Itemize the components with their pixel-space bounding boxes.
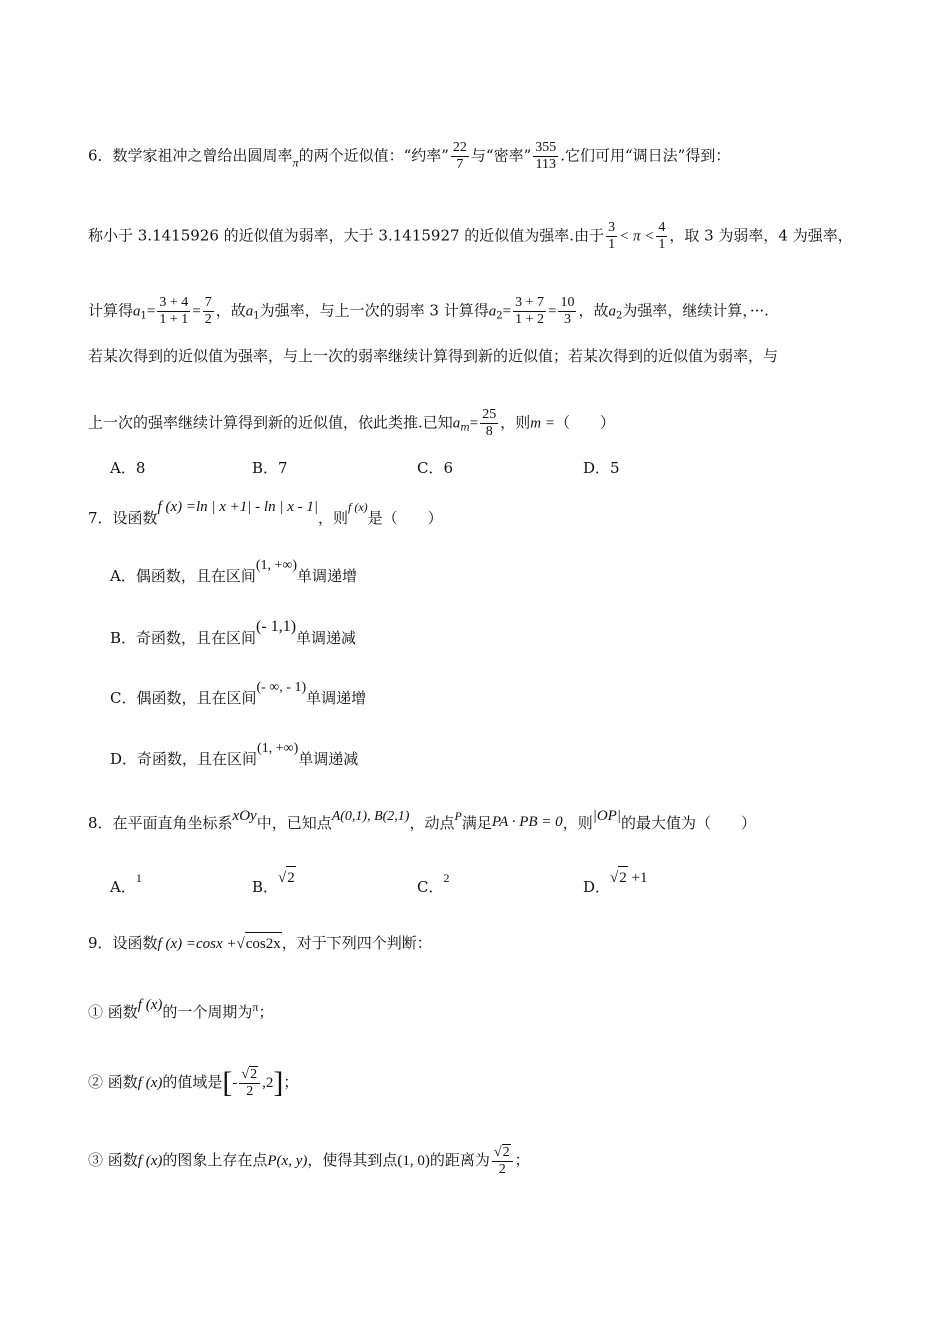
q6-text: 称小于 3.1415926 的近似值为弱率，大于 3.1415927 的近似值为强率.由于 bbox=[88, 226, 605, 245]
q6-text: 若某次得到的近似值为强率，与上一次的弱率继续计算得到新的近似值；若某次得到的近似值为弱率，与 bbox=[88, 347, 779, 365]
fraction-4-1: $\frac{4}{1}$ bbox=[658, 220, 666, 252]
sqrt-radicand: cos2x bbox=[245, 932, 282, 955]
q6-text: 计算得 bbox=[88, 301, 134, 320]
op-length: |OP| bbox=[592, 808, 621, 824]
equals: = bbox=[469, 415, 479, 432]
fraction-10-3: $\frac{10}{3}$ bbox=[560, 295, 575, 327]
q6-text: .它们可用“调日法”得到： bbox=[560, 146, 731, 165]
q9-function-expression: f (x) =cosx + bbox=[157, 936, 237, 952]
q7-text: 7．设函数 bbox=[88, 509, 158, 527]
q6-option-b: B．7 bbox=[252, 459, 288, 477]
q6-text: 的两个近似值：“约率” bbox=[298, 146, 449, 165]
equals: = bbox=[547, 303, 557, 320]
a1-symbol: a bbox=[133, 303, 141, 320]
q7-text: 是（ ） bbox=[367, 509, 443, 527]
points-ab: A(0,1), B(2,1) bbox=[331, 809, 410, 824]
p-symbol: P bbox=[454, 809, 462, 823]
equals: = bbox=[146, 303, 156, 320]
q9-judgement-1: ① 函数f (x)的一个周期为$^\pi$； bbox=[88, 997, 274, 1021]
q9-judgement-3: ③ 函数f (x)的图象上存在点P(x, y)，使得其到点(1, 0)的距离为 $\frac{√2}{2}$ ； bbox=[88, 1145, 530, 1177]
q6-line-2 bbox=[88, 220, 853, 253]
fraction-22-7: $\frac{22}{7}$ bbox=[452, 140, 467, 172]
interval: (1, +∞) bbox=[257, 741, 299, 756]
pi-symbol: π bbox=[292, 155, 299, 170]
a2-subscript: 2 bbox=[615, 310, 623, 322]
point-1-0: (1, 0) bbox=[397, 1153, 430, 1169]
q6-line-1 bbox=[88, 140, 730, 174]
fraction-355-113: $\frac{355}{113}$ bbox=[535, 140, 557, 172]
dot-product-condition: PA · PB = 0 bbox=[491, 814, 563, 830]
q7-option-c: C．偶函数，且在区间(- ∞, - 1)单调递增 bbox=[110, 680, 367, 707]
fx-symbol: f (x) bbox=[348, 500, 368, 514]
point-p: P(x, y) bbox=[267, 1153, 308, 1169]
q8-option-c: C．2 bbox=[417, 871, 450, 896]
fraction-3-1: $\frac{3}{1}$ bbox=[608, 220, 616, 252]
q9-stem: 9．设函数f (x) =cosx +√cos2x，对于下列四个判断： bbox=[88, 932, 432, 955]
q6-line-5 bbox=[88, 407, 615, 440]
fraction-sqrt2-2: $\frac{√2}{2}$ bbox=[492, 1144, 513, 1178]
fx-symbol: f (x) bbox=[137, 1075, 163, 1091]
q7-text: ，则 bbox=[318, 509, 349, 527]
interval: (- ∞, - 1) bbox=[256, 680, 307, 695]
q7-option-b: B．奇函数，且在区间(- 1,1)单调递减 bbox=[110, 618, 357, 647]
equals: = bbox=[502, 303, 512, 320]
interval: (- 1,1) bbox=[256, 618, 297, 635]
fx-symbol: f (x) bbox=[137, 997, 163, 1013]
q8-stem: 8．在平面直角坐标系xOy中，已知点A(0,1), B(2,1)，动点P满足PA · PB = 0，则|OP|的最大值为（ ） bbox=[88, 808, 756, 832]
q7-stem bbox=[88, 495, 443, 529]
equals: = bbox=[192, 303, 201, 320]
pi-symbol: π bbox=[252, 1000, 259, 1014]
q7-option-d: D．奇函数，且在区间(1, +∞)单调递减 bbox=[110, 741, 359, 768]
m-equals: m = bbox=[530, 415, 555, 432]
q7-function-expression: f (x) =ln | x +1| - ln | x - 1| bbox=[157, 499, 318, 515]
q6-text: ，取 3 为弱率，4 为强率， bbox=[669, 226, 853, 245]
q6-text: 6．数学家祖冲之曾给出圆周率 bbox=[88, 146, 293, 165]
q8-option-a: A．1 bbox=[110, 871, 142, 896]
fraction-25-8: $\frac{25}{8}$ bbox=[482, 407, 497, 439]
q6-text: 上一次的强率继续计算得到新的近似值，依此类推.已知 bbox=[88, 413, 453, 432]
fraction-3plus7: $\frac{3 + 7}{1 + 2}$ bbox=[515, 295, 544, 327]
a1-symbol: a bbox=[245, 303, 254, 320]
q9-judgement-2: ② 函数f (x)的值域是[- $\frac{√2}{2}$ ,2]； bbox=[88, 1066, 299, 1099]
q6-text: ，则 bbox=[500, 413, 531, 432]
q6-option-d: D．5 bbox=[583, 459, 620, 477]
q8-option-b: B．√2 bbox=[252, 866, 296, 898]
q6-line-3 bbox=[88, 295, 769, 328]
q6-option-c: C．6 bbox=[417, 459, 454, 477]
am-subscript: m bbox=[460, 422, 470, 434]
fraction-3plus4: $\frac{3 + 4}{1 + 1}$ bbox=[159, 295, 189, 327]
fraction-sqrt2-2: $\frac{√2}{2}$ bbox=[239, 1066, 260, 1100]
a1-subscript: 1 bbox=[140, 310, 147, 322]
xoy-symbol: xOy bbox=[232, 808, 257, 824]
am-symbol: a bbox=[452, 415, 461, 432]
q6-line-4 bbox=[88, 345, 778, 367]
q6-option-a: A．8 bbox=[110, 459, 146, 477]
a2-subscript: 2 bbox=[496, 310, 503, 322]
answer-blank: （ ） bbox=[554, 413, 615, 432]
a1-subscript: 1 bbox=[253, 310, 260, 322]
sqrt-radicand: 2 bbox=[286, 866, 296, 889]
fx-symbol: f (x) bbox=[137, 1153, 163, 1169]
inequality: < π < bbox=[619, 228, 655, 245]
interval: (1, +∞) bbox=[255, 558, 298, 573]
a2-symbol: a bbox=[488, 303, 497, 320]
sqrt-radicand: 2 bbox=[618, 866, 628, 889]
q7-option-a: A．偶函数，且在区间(1, +∞)单调递增 bbox=[110, 558, 358, 585]
q8-option-d: D．√2 +1 bbox=[583, 866, 647, 898]
a2-symbol: a bbox=[608, 303, 616, 320]
q6-text: 为强率，与上一次的弱率 3 计算得 bbox=[259, 301, 489, 320]
fraction-7-2: $\frac{7}{2}$ bbox=[204, 295, 212, 327]
q6-text: 与“密率” bbox=[470, 146, 532, 165]
q6-text: ，故 bbox=[215, 301, 246, 320]
q6-text: 为强率，继续计算，···. bbox=[622, 301, 769, 320]
q6-text: ，故 bbox=[578, 301, 609, 320]
